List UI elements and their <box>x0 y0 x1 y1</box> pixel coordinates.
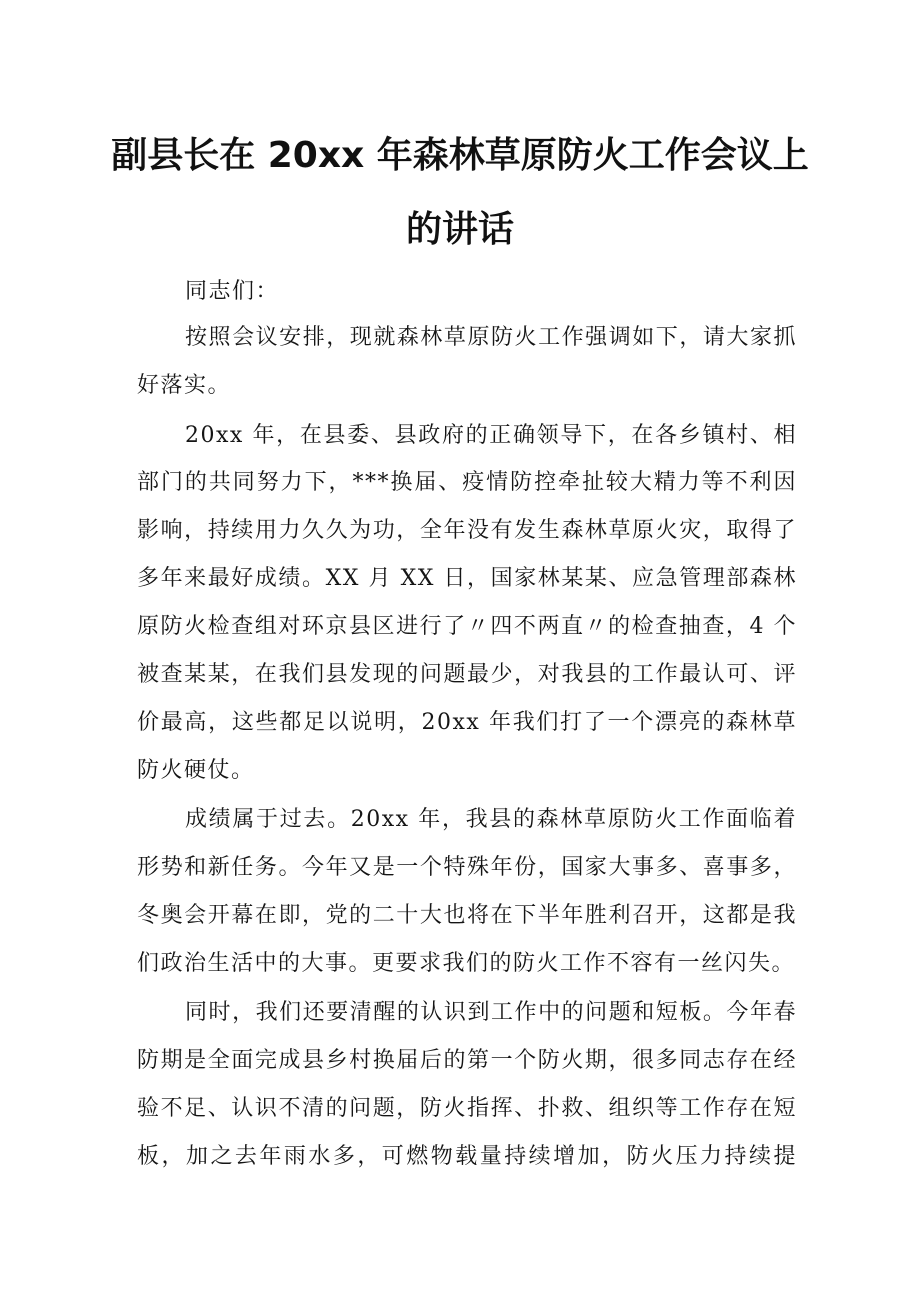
paragraph-2-line-4: 多年来最好成绩。XX 月 XX 日，国家林某某、应急管理部森林 <box>137 566 797 591</box>
paragraph-2-line-8: 防火硬仗。 <box>137 758 255 783</box>
paragraph-2-line-1: 20xx 年，在县委、县政府的正确领导下，在各乡镇村、相 <box>185 423 797 448</box>
paragraph-1-line-2: 好落实。 <box>137 373 232 398</box>
document-title-line-1: 副县长在 20xx 年森林草原防火工作会议上 <box>111 135 809 176</box>
paragraph-4-line-2: 防期是全面完成县乡村换届后的第一个防火期，很多同志存在经 <box>137 1048 797 1073</box>
paragraph-4-line-3: 验不足、认识不清的问题，防火指挥、扑救、组织等工作存在短 <box>137 1096 797 1121</box>
salutation: 同志们： <box>185 279 280 304</box>
paragraph-2-line-7: 价最高，这些都足以说明，20xx 年我们打了一个漂亮的森林草 <box>137 710 797 735</box>
paragraph-3-line-4: 们政治生活中的大事。更要求我们的防火工作不容有一丝闪失。 <box>137 951 796 976</box>
paragraph-4-line-4: 板，加之去年雨水多，可燃物载量持续增加，防火压力持续提 <box>137 1144 797 1169</box>
paragraph-2-line-5: 原防火检查组对环京县区进行了〃四不两直〃的检查抽查，4 个 <box>137 614 797 639</box>
paragraph-3-line-3: 冬奥会开幕在即，党的二十大也将在下半年胜利召开，这都是我 <box>137 903 797 928</box>
paragraph-4-line-1: 同时，我们还要清醒的认识到工作中的问题和短板。今年春 <box>185 1000 797 1025</box>
paragraph-2-line-6: 被查某某，在我们县发现的问题最少，对我县的工作最认可、评 <box>137 662 797 687</box>
document-title-line-2: 的讲话 <box>405 209 514 250</box>
paragraph-2-line-3: 影响，持续用力久久为功，全年没有发生森林草原火灾，取得了 <box>137 518 797 543</box>
paragraph-3-line-1: 成绩属于过去。20xx 年，我县的森林草原防火工作面临着 <box>185 807 797 832</box>
paragraph-1-line-1: 按照会议安排，现就森林草原防火工作强调如下，请大家抓 <box>185 325 797 350</box>
paragraph-2-line-2: 部门的共同努力下，***换届、疫情防控牵扯较大精力等不利因 <box>137 470 797 495</box>
paragraph-3-line-2: 形势和新任务。今年又是一个特殊年份，国家大事多、喜事多， <box>137 855 797 880</box>
